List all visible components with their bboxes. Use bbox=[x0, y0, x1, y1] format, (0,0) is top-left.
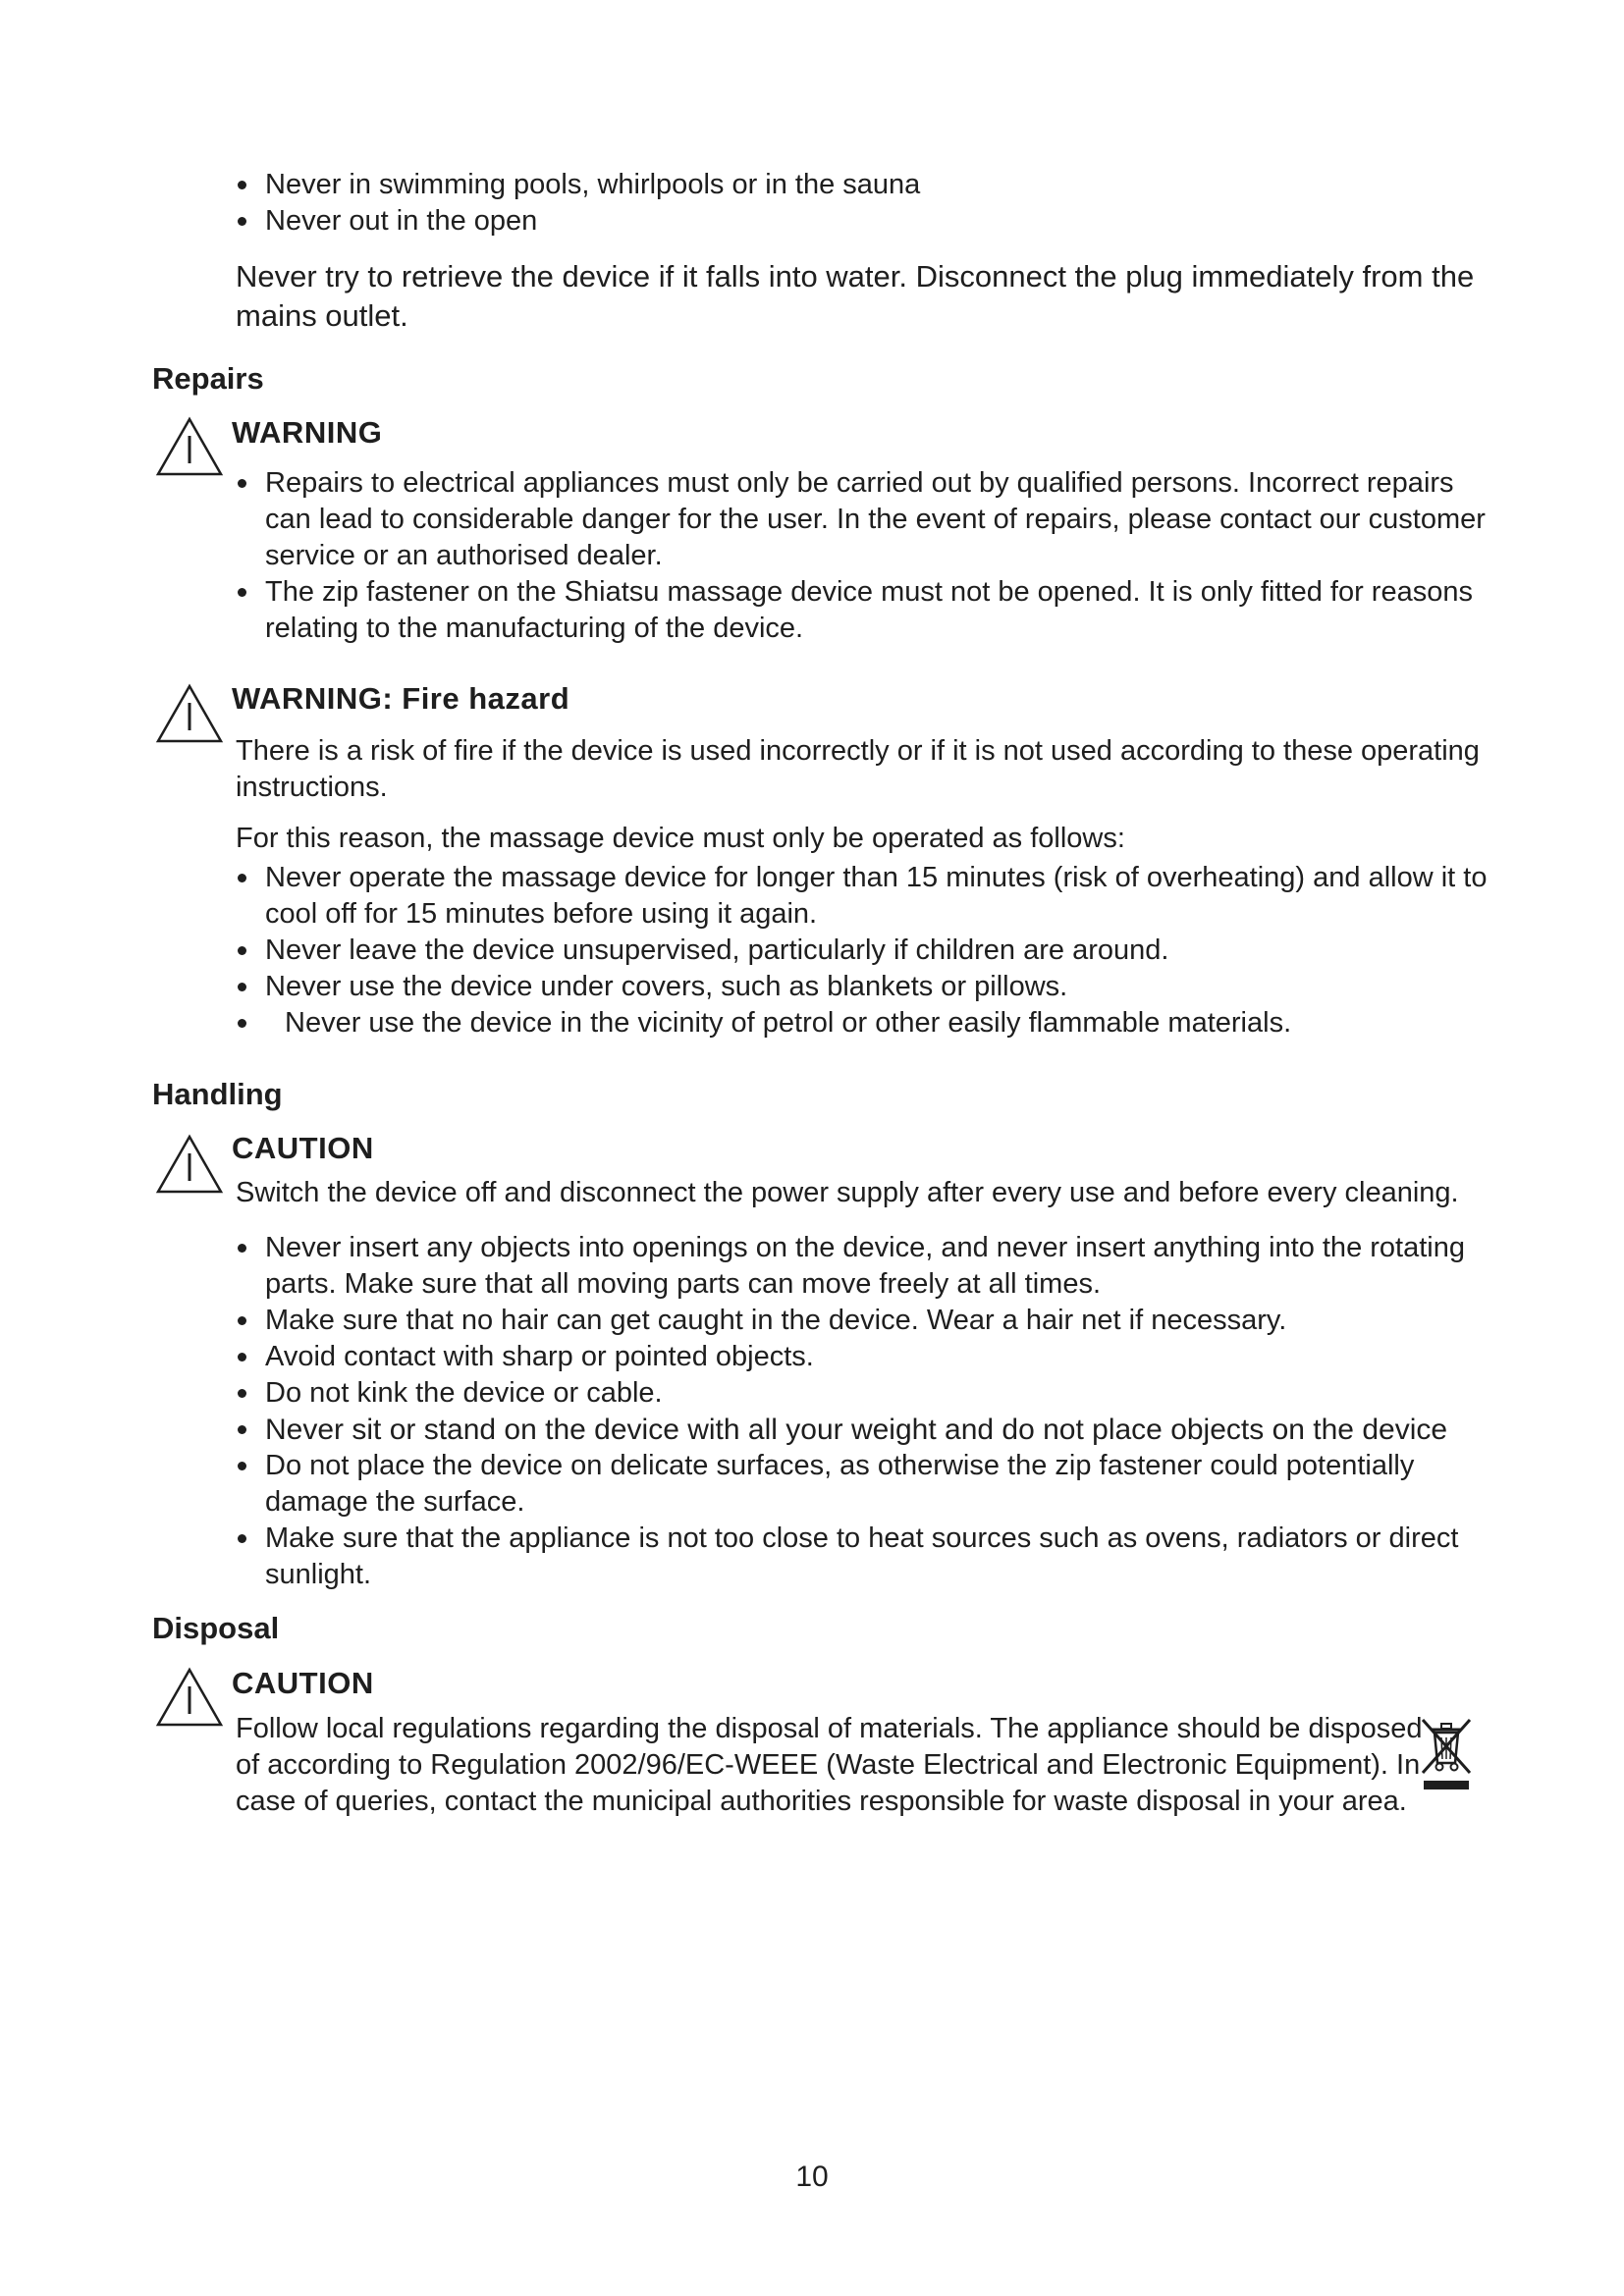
list-item: Never insert any objects into openings on the device, and never insert anything into the rotating parts. Make sure that all moving parts can move freely at all times. bbox=[234, 1230, 1500, 1303]
list-item: Never out in the open bbox=[234, 203, 1510, 240]
handling-caution-title: CAUTION bbox=[232, 1131, 374, 1165]
list-item: The zip fastener on the Shiatsu massage device must not be opened. It is only fitted for reasons relating to the manufacturing of the device. bbox=[234, 574, 1500, 647]
warning-triangle-icon bbox=[155, 1134, 224, 1195]
intro-paragraph: Never try to retrieve the device if it falls into water. Disconnect the plug immediately from the mains outlet. bbox=[236, 259, 1475, 333]
list-item: Repairs to electrical appliances must only be carried out by qualified persons. Incorrect repairs can lead to considerable danger for the user. In the event of repairs, please contact our customer service or an authorised dealer. bbox=[234, 465, 1500, 574]
list-item: Do not kink the device or cable. bbox=[234, 1375, 1500, 1412]
fire-paragraph-1: There is a risk of fire if the device is used incorrectly or if it is not used according to these operating instructions. bbox=[236, 735, 1480, 803]
list-item: Never use the device in the vicinity of petrol or other easily flammable materials. bbox=[234, 1005, 1500, 1041]
handling-paragraph: Switch the device off and disconnect the power supply after every use and before every cleaning. bbox=[236, 1177, 1459, 1208]
handling-bullet-list bbox=[234, 1230, 1500, 1593]
list-item: Never in swimming pools, whirlpools or in the sauna bbox=[234, 167, 1510, 203]
list-item: Do not place the device on delicate surfaces, as otherwise the zip fastener could potentially damage the surface. bbox=[234, 1448, 1500, 1521]
handling-heading: Handling bbox=[152, 1077, 283, 1111]
fire-bullet-list bbox=[234, 860, 1500, 1041]
repairs-heading: Repairs bbox=[152, 361, 264, 396]
list-item: Never operate the massage device for longer than 15 minutes (risk of overheating) and allow it to cool off for 15 minutes before using it again. bbox=[234, 860, 1500, 933]
warning-triangle-icon bbox=[155, 1667, 224, 1728]
list-item: Make sure that no hair can get caught in the device. Wear a hair net if necessary. bbox=[234, 1303, 1500, 1339]
warning-triangle-icon bbox=[155, 416, 224, 477]
warning-triangle-icon bbox=[155, 683, 224, 744]
list-item: Make sure that the appliance is not too close to heat sources such as ovens, radiators or direct sunlight. bbox=[234, 1521, 1500, 1593]
fire-warning-title: WARNING: Fire hazard bbox=[232, 681, 570, 716]
page-number: 10 bbox=[795, 2161, 829, 2193]
disposal-heading: Disposal bbox=[152, 1611, 280, 1645]
list-item: Avoid contact with sharp or pointed objects. bbox=[234, 1339, 1500, 1375]
list-item: Never use the device under covers, such as blankets or pillows. bbox=[234, 969, 1500, 1005]
crossed-out-wheelie-bin-icon bbox=[1418, 1716, 1475, 1792]
fire-paragraph-2: For this reason, the massage device must only be operated as follows: bbox=[236, 823, 1125, 854]
repairs-warning-title: WARNING bbox=[232, 415, 383, 450]
list-item: Never leave the device unsupervised, particularly if children are around. bbox=[234, 933, 1500, 969]
disposal-caution-title: CAUTION bbox=[232, 1666, 374, 1700]
disposal-paragraph: Follow local regulations regarding the disposal of materials. The appliance should be disposed of according to Regulation 2002/96/EC-WEEE (Waste Electrical and Electronic Equipment). In case of queries, contact the municipal authorities responsible for waste disposal in your area. bbox=[236, 1713, 1423, 1817]
list-item: Never sit or stand on the device with all your weight and do not place objects on the device bbox=[234, 1412, 1500, 1448]
repairs-bullet-list bbox=[234, 465, 1500, 647]
intro-bullet-list bbox=[234, 167, 1510, 240]
